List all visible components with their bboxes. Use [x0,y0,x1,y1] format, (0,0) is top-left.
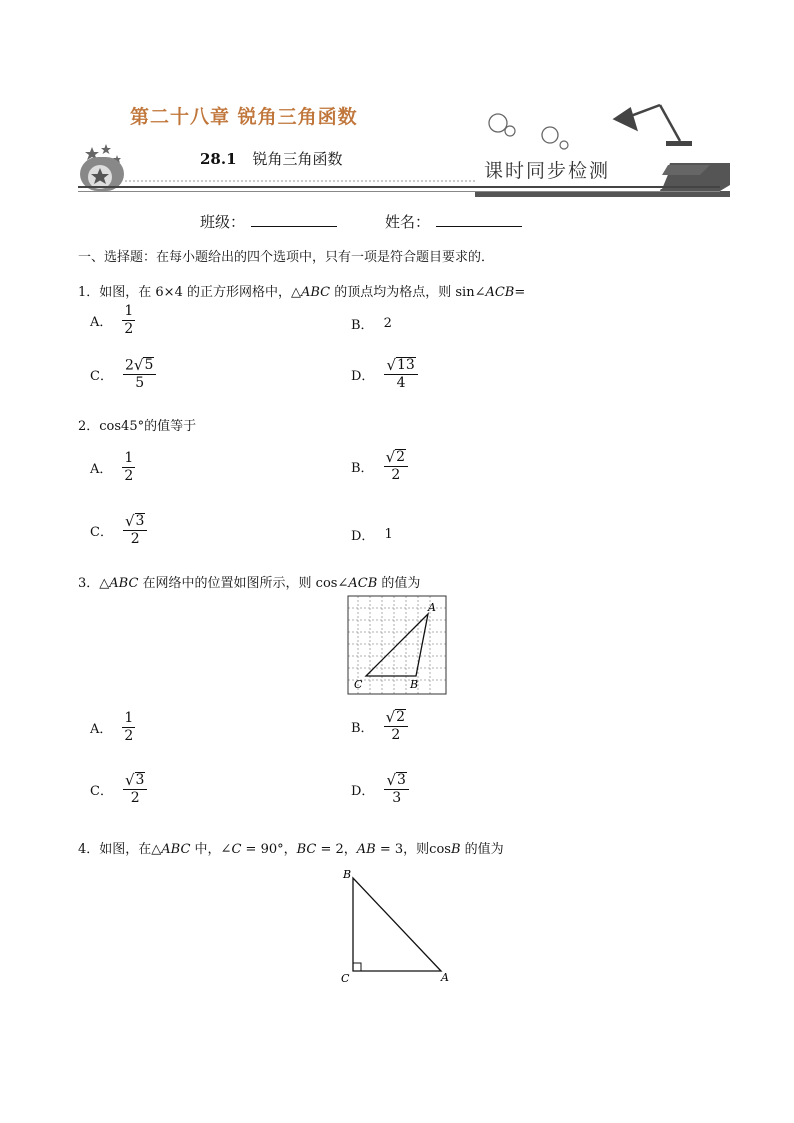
class-label: 班级： [200,213,246,231]
name-blank[interactable] [436,212,522,227]
q3-triangle [366,614,428,676]
q1-option-a[interactable]: A． $\frac{1}{2}$ [90,303,134,337]
q1-option-c[interactable]: C． 2 √ 5 5 [90,357,156,391]
q4-triangle [353,878,441,971]
q2-stem: 2．cos45°的值等于 [78,419,197,434]
lamp-icon [615,105,692,146]
section-name: 锐角三角函数 [252,150,343,168]
q2-option-c[interactable]: C． √ 3 2 [90,513,147,547]
q4-stem: 4．如图，在△ABC 中，∠C = 90°，BC = 2，AB = 3，则cosB 的值为 [78,842,504,857]
q2-option-b[interactable]: B． √ 2 2 [351,449,408,483]
section-heading: 一、选择题：在每小题给出的四个选项中，只有一项是符合题目要求的． [78,250,495,265]
q3-grid-figure [346,594,448,698]
q4-label-a: A [441,971,449,984]
q4-label-c: C [341,972,350,985]
q3-stem: 3．△ABC 在网络中的位置如图所示，则 cos∠ACB 的值为 [78,576,421,591]
fraction: √ 13 4 [384,357,417,391]
q3-label-a: A [428,601,436,614]
section-title [200,148,343,169]
q1-option-b[interactable]: B． 2 [351,316,392,333]
q1-stem: 1．如图，在 6×4 的正方形网格中，△ABC 的顶点均为格点，则 sin∠ACB= [78,285,526,300]
q4-right-triangle-figure [336,864,456,988]
q3-option-b[interactable]: B． √ 2 2 [351,709,408,743]
chapter-title: 第二十八章 锐角三角函数 [130,106,358,128]
fraction: 2 √ 5 5 [123,357,156,391]
q1-option-d[interactable]: D． √ 13 4 [351,357,418,391]
name-field[interactable] [385,211,522,232]
q3-option-d[interactable]: D． √ 3 3 [351,772,409,806]
q2-option-a[interactable]: A． $\frac{1}{2}$ [90,450,134,484]
q4-label-b: B [343,868,352,881]
sync-test-badge: 课时同步检测 [484,160,611,182]
fraction: $\frac{1}{2}$ [124,303,134,337]
student-info-row [200,211,522,232]
section-number: 28.1 [200,150,237,168]
q3-option-a[interactable]: A． $\frac{1}{2}$ [90,710,134,744]
q3-label-b: B [410,678,419,691]
bubble-icon [489,114,507,132]
header-rule-thin [78,191,720,192]
q3-option-c[interactable]: C． √ 3 2 [90,772,147,806]
class-field[interactable] [200,211,337,232]
class-blank[interactable] [251,212,337,227]
header-rule [78,186,720,188]
name-label: 姓名： [385,213,431,231]
right-angle-mark [353,963,361,971]
q2-option-d[interactable]: D． 1 [351,527,393,544]
q3-label-c: C [354,678,363,691]
